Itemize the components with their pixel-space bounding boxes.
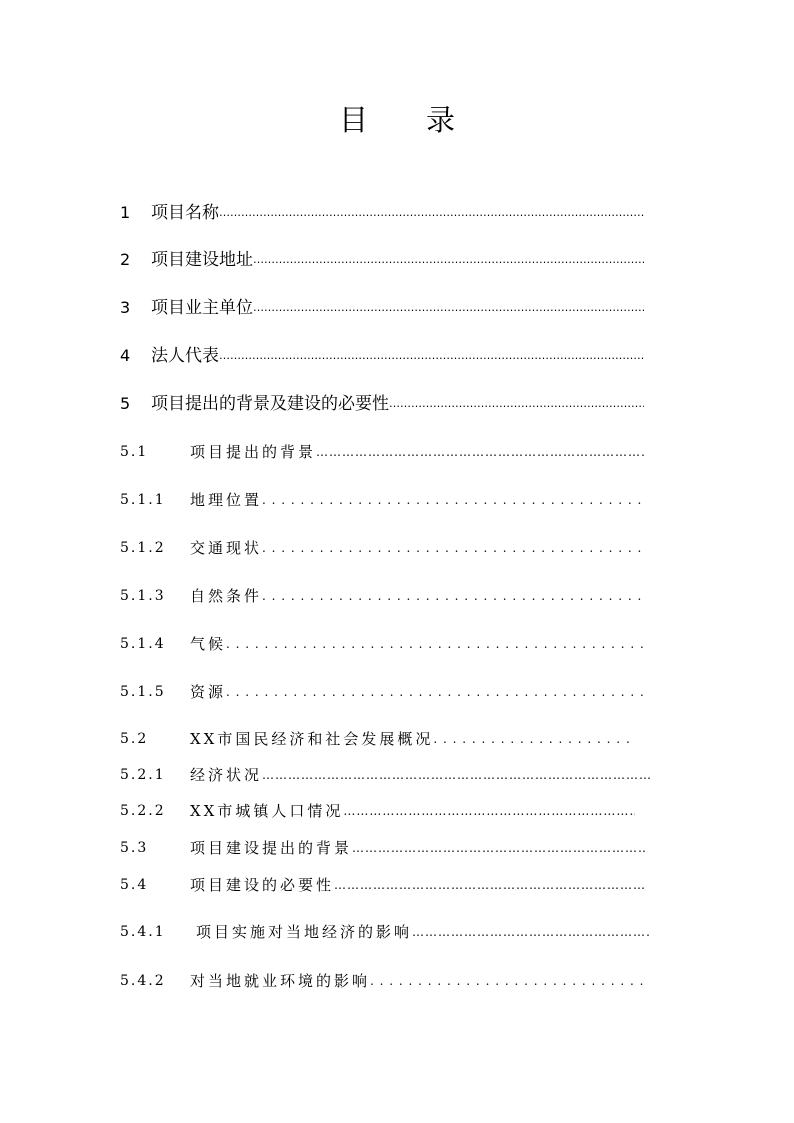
toc-leader-dots — [262, 764, 650, 786]
toc-leader-dots — [253, 249, 644, 271]
toc-entry-5-4[interactable] — [120, 870, 645, 896]
title-char-2: 录 — [426, 103, 456, 137]
toc-leader-dots — [334, 874, 645, 896]
toc-entry-number: 5.1.3 — [120, 588, 166, 604]
toc-entry-label: XX市城镇人口情况 — [190, 802, 344, 820]
toc-entry-number: 5.1 — [120, 444, 149, 460]
toc-entry-5-1[interactable] — [120, 437, 645, 463]
toc-entry-label: 资源 — [190, 683, 227, 701]
toc-entry-number: 5.1.1 — [120, 492, 166, 508]
toc-entry-number: 5.2 — [120, 731, 149, 747]
toc-entry-number: 3 — [120, 298, 131, 317]
page-title — [0, 98, 794, 139]
toc-entry-label: 项目建设提出的背景 — [190, 839, 353, 857]
toc-entry-2[interactable] — [120, 245, 644, 271]
toc-entry-number: 5.2.2 — [120, 803, 166, 819]
toc-entry-number: 5.2.1 — [120, 767, 166, 783]
toc-entry-number: 5.4.1 — [120, 924, 166, 940]
toc-entry-5[interactable] — [120, 389, 644, 415]
toc-entry-label: 项目业主单位 — [151, 298, 253, 318]
title-char-1: 目 — [338, 103, 368, 137]
toc-entry-label: 项目建设的必要性 — [190, 876, 335, 894]
toc-entry-label: XX市国民经济和社会发展概况 — [190, 730, 434, 748]
toc-leader-dots — [412, 921, 650, 943]
toc-leader-dots — [433, 728, 635, 750]
toc-entry-1[interactable] — [120, 198, 644, 224]
toc-entry-number: 1 — [120, 203, 131, 222]
toc-entry-label: 自然条件 — [190, 587, 263, 605]
toc-entry-5-1-3[interactable] — [120, 581, 645, 607]
toc-entry-5-1-1[interactable] — [120, 485, 645, 511]
toc-entry-5-4-2[interactable] — [120, 966, 645, 992]
toc-entry-label: 对当地就业环境的影响 — [190, 972, 371, 990]
toc-entry-number: 5.3 — [120, 840, 149, 856]
toc-leader-dots — [262, 489, 645, 511]
toc-entry-5-1-5[interactable] — [120, 677, 645, 703]
toc-entry-label: 法人代表 — [151, 346, 219, 366]
toc-entry-label: 经济状况 — [190, 766, 263, 784]
toc-entry-5-2-1[interactable] — [120, 760, 650, 786]
toc-entry-number: 2 — [120, 250, 131, 269]
toc-entry-label: 地理位置 — [190, 491, 263, 509]
toc-entry-5-1-4[interactable] — [120, 629, 645, 655]
toc-entry-label: 气候 — [190, 635, 227, 653]
toc-entry-number: 4 — [120, 346, 131, 365]
toc-leader-dots — [343, 800, 635, 822]
toc-leader-dots — [370, 970, 645, 992]
toc-entry-label: 交通现状 — [190, 539, 263, 557]
toc-entry-label: 项目提出的背景及建设的必要性 — [151, 394, 389, 414]
toc-entry-5-1-2[interactable] — [120, 533, 645, 559]
toc-entry-label: 项目实施对当地经济的影响 — [196, 923, 413, 941]
toc-entry-5-3[interactable] — [120, 833, 645, 859]
toc-leader-dots — [219, 345, 644, 367]
toc-leader-dots — [253, 297, 644, 319]
toc-leader-dots — [226, 633, 645, 655]
toc-leader-dots — [219, 202, 644, 224]
toc-entry-4[interactable] — [120, 341, 644, 367]
toc-entry-5-2-2[interactable] — [120, 796, 635, 822]
toc-entry-number: 5.4.2 — [120, 973, 166, 989]
toc-entry-5-4-1[interactable] — [120, 917, 650, 943]
toc-entry-number: 5 — [120, 394, 131, 413]
toc-entry-label: 项目建设地址 — [151, 250, 253, 270]
toc-leader-dots — [226, 681, 645, 703]
toc-leader-dots — [352, 837, 645, 859]
toc-entry-number: 5.1.2 — [120, 540, 166, 556]
toc-entry-5-2[interactable] — [120, 724, 635, 750]
toc-entry-label: 项目提出的背景 — [190, 443, 317, 461]
toc-entry-number: 5.4 — [120, 877, 149, 893]
toc-entry-label: 项目名称 — [151, 203, 219, 223]
toc-entry-number: 5.1.5 — [120, 684, 166, 700]
toc-leader-dots — [389, 393, 644, 415]
toc-entry-3[interactable] — [120, 293, 644, 319]
toc-leader-dots — [262, 585, 645, 607]
toc-entry-number: 5.1.4 — [120, 636, 166, 652]
toc-leader-dots — [262, 537, 645, 559]
toc-leader-dots — [316, 441, 645, 463]
